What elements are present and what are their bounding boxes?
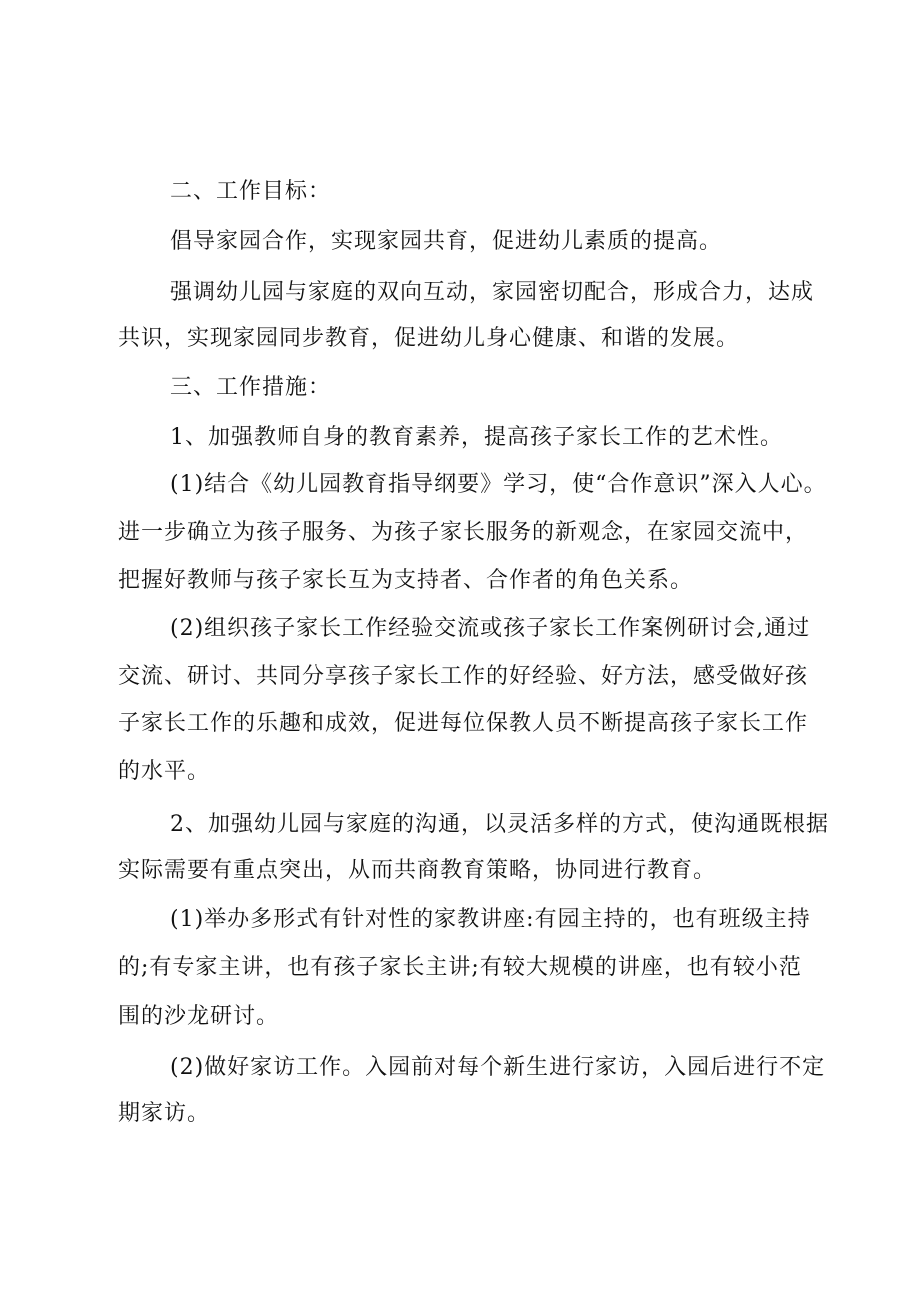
paragraph-line: 子家长工作的乐趣和成效，促进每位保教人员不断提高孩子家长工作: [118, 711, 809, 736]
paragraph-line: 的;有专家主讲，也有孩子家长主讲;有较大规模的讲座，也有较小范: [118, 955, 802, 980]
paragraph-line: 共识，实现家园同步教育，促进幼儿身心健康、和谐的发展。: [118, 326, 740, 351]
section-heading-goals: 二、工作目标：: [170, 179, 332, 204]
item-heading: 1、加强教师自身的教育素养，提高孩子家长工作的艺术性。: [170, 425, 783, 450]
paragraph-line: 期家访。: [118, 1101, 211, 1126]
paragraph-line: 强调幼儿园与家庭的双向互动，家园密切配合，形成合力，达成: [170, 280, 815, 305]
section-heading-measures: 三、工作措施：: [170, 375, 332, 400]
paragraph-line: (2)做好家访工作。入园前对每个新生进行家访，入园后进行不定: [170, 1055, 826, 1080]
paragraph-line: 倡导家园合作，实现家园共育，促进幼儿素质的提高。: [170, 229, 723, 254]
paragraph-line: (1)结合《幼儿园教育指导纲要》学习，使“合作意识”深入人心。: [170, 472, 827, 497]
paragraph-line: (2)组织孩子家长工作经验交流或孩子家长工作案例研讨会,通过: [170, 616, 811, 641]
paragraph-line: 交流、研讨、共同分享孩子家长工作的好经验、好方法，感受做好孩: [118, 664, 809, 689]
item-heading: 2、加强幼儿园与家庭的沟通，以灵活多样的方式，使沟通既根据: [170, 812, 829, 837]
paragraph-line: 的水平。: [118, 759, 211, 784]
paragraph-line: 围的沙龙研讨。: [118, 1004, 280, 1029]
paragraph-line: 进一步确立为孩子服务、为孩子家长服务的新观念，在家园交流中，: [118, 520, 809, 545]
paragraph-line: (1)举办多形式有针对性的家教讲座:有园主持的，也有班级主持: [170, 907, 811, 932]
paragraph-line: 把握好教师与孩子家长互为支持者、合作者的角色关系。: [118, 568, 694, 593]
paragraph-line: 实际需要有重点突出，从而共商教育策略，协同进行教育。: [118, 858, 717, 883]
